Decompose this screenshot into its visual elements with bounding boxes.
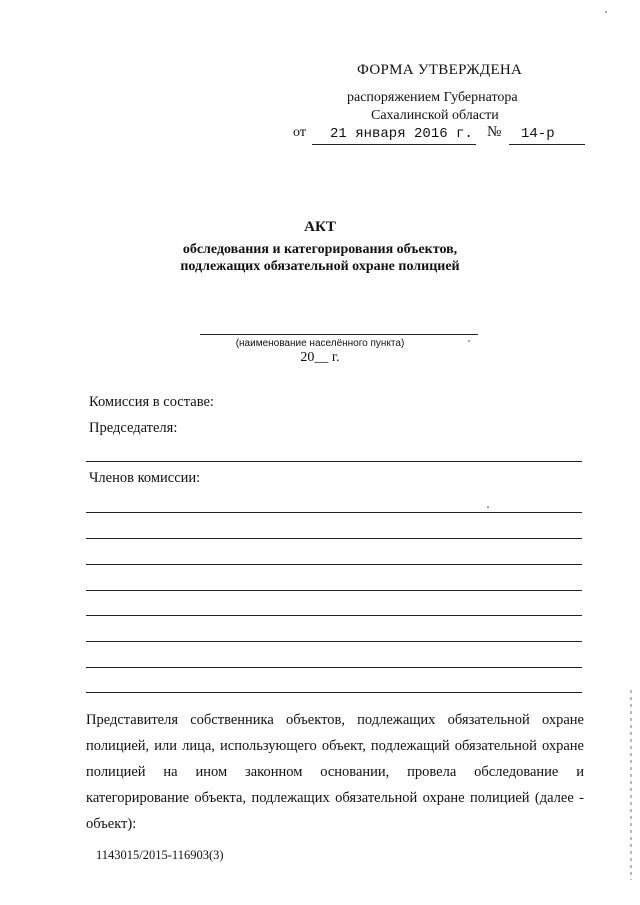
commission-label: Комиссия в составе: [89,394,214,410]
scan-speck [468,340,470,342]
member-fill-line [86,641,582,642]
scan-speck [605,11,607,13]
member-fill-line [86,512,582,513]
approval-region: Сахалинской области [371,108,499,123]
approval-number-label: № [487,124,502,140]
year-field: 20__ г. [300,350,340,365]
chairman-label: Председателя: [89,420,178,436]
approval-number: 14-р [521,126,555,142]
act-subtitle-line1: обследования и категорирования объектов, [182,242,458,257]
member-fill-line [86,590,582,591]
body-paragraph: Представителя собственника объектов, подлежащих обязательной охране полицией, или лица, использующего объект, подлежащий обязательной охране полицией на ином законном основании, провела обследование и категорирование объекта, подлежащих обязательной охране полицией (далее - объект): [86,712,584,832]
member-fill-line [86,667,582,668]
member-fill-line [86,538,582,539]
approval-from-label: от [293,125,306,140]
members-label: Членов комиссии: [89,470,201,486]
scan-edge-artifact [630,690,632,880]
member-fill-line [86,692,582,693]
member-fill-line [86,615,582,616]
approval-title: ФОРМА УТВЕРЖДЕНА [357,62,523,78]
act-subtitle-line2: подлежащих обязательной охране полицией [180,259,460,274]
member-fill-line [86,564,582,565]
document-code: 1143015/2015-116903(3) [96,848,224,862]
act-title: АКТ [304,219,336,235]
approval-authority: распоряжением Губернатора [347,90,518,105]
place-name-underline [200,334,478,335]
chairman-fill-line [86,461,582,462]
approval-date: 21 января 2016 г. [330,126,473,142]
scan-speck [487,506,489,508]
place-name-caption: (наименование населённого пункта) [235,338,405,349]
